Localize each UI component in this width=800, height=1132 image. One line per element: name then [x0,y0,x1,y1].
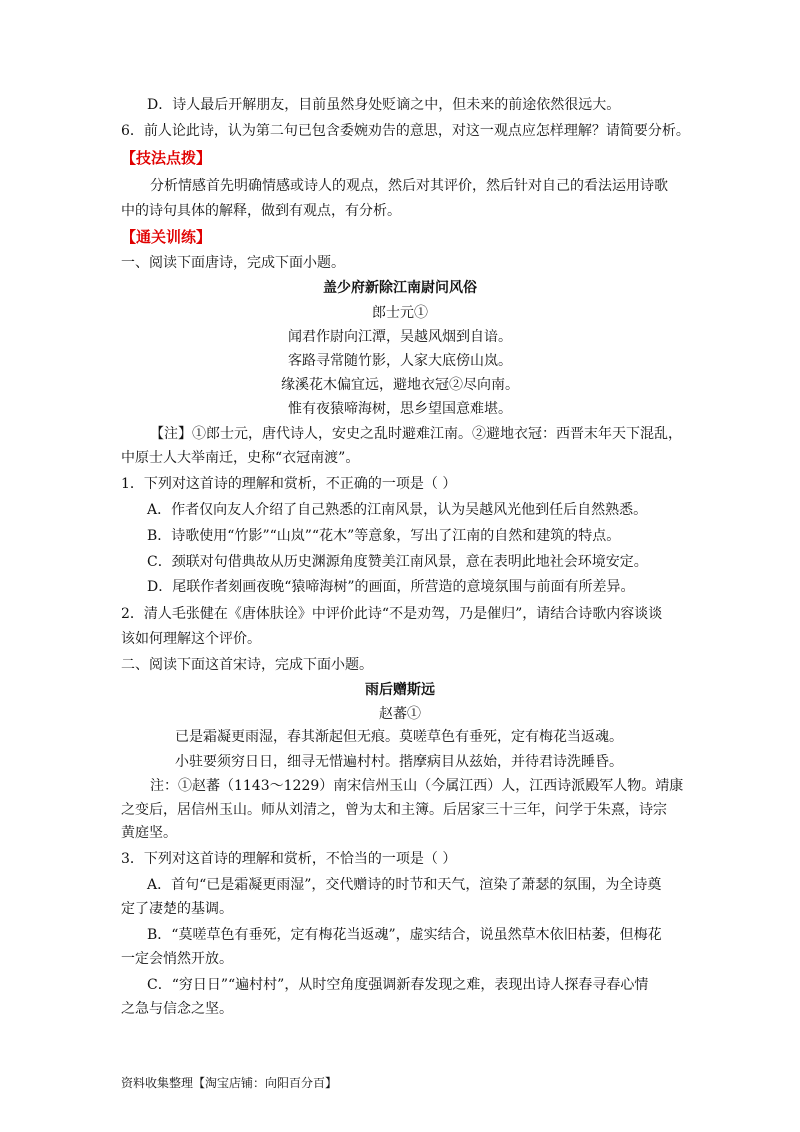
tips-text-1: 分析情感首先明确情感或诗人的观点，然后对其评价，然后针对自己的看法运用诗歌 [150,178,668,194]
poem-1-author: 郎士元① [372,305,428,321]
part-one-instruction: 一、阅读下面唐诗，完成下面小题。 [121,255,345,271]
poem-1-line-1: 闻君作尉向江潭，吴越风烟到自谙。 [288,329,512,345]
poem-2-title: 雨后赠斯远 [365,682,435,698]
question-3-option-c-line-2: 之急与信念之坚。 [121,1001,233,1017]
question-2-line-2: 该如何理解这个评价。 [121,631,261,647]
question-1: 1．下列对这首诗的理解和赏析，不正确的一项是（ ） [121,476,457,492]
poem-2-line-2: 小驻要须穷日日，细寻无惜遍村村。揩摩病目从兹始，并待君诗洗睡昏。 [175,754,623,770]
tips-text-2: 中的诗句具体的解释，做到有观点，有分析。 [121,203,401,219]
question-2-line-1: 2．清人毛张健在《唐体肤诠》中评价此诗“不是劝驾，乃是催归”，请结合诗歌内容谈谈 [121,606,663,622]
poem-1-title: 盖少府新除江南尉问风俗 [323,280,477,296]
option-d-prev: D．诗人最后开解朋友，目前虽然身处贬谪之中，但未来的前途依然很远大。 [147,97,621,113]
question-3-option-c-line-1: C．“穷日日”“遍村村”，从时空角度强调新春发现之难，表现出诗人探春寻春心情 [147,977,649,993]
question-3: 3．下列对这首诗的理解和赏析，不恰当的一项是（ ） [121,851,457,867]
question-3-option-b-line-2: 一定会悄然开放。 [121,951,233,967]
poem-1-line-2: 客路寻常随竹影，人家大底傍山岚。 [288,353,512,369]
question-3-option-a-line-2: 定了凄楚的基调。 [121,901,233,917]
question-1-option-c: C．颈联对句借典故从历史渊源角度赞美江南风景，意在表明此地社会环境安定。 [147,554,648,570]
poem-2-note-3: 黄庭坚。 [121,825,177,841]
poem-2-note-1: 注：①赵蕃（1143～1229）南宋信州玉山（今属江西）人，江西诗派殿军人物。靖康 [150,778,684,794]
footer-source: 资料收集整理【淘宝店铺：向阳百分百】 [121,1076,338,1090]
question-3-option-b-line-1: B．“莫嗟草色有垂死，定有梅花当返魂”，虚实结合，说虽然草木依旧枯萎，但梅花 [147,927,662,943]
poem-2-author: 赵蕃① [379,706,421,722]
poem-1-line-4: 惟有夜猿啼海树，思乡望国意难堪。 [288,401,512,417]
section-heading-training: 【通关训练】 [121,228,212,246]
section-heading-tips: 【技法点拨】 [121,149,212,167]
question-6: 6．前人论此诗，认为第二句已包含委婉劝告的意思，对这一观点应怎样理解？请简要分析。 [121,123,690,139]
poem-2-line-1: 已是霜凝更雨湿，春其渐起但无痕。莫嗟草色有垂死，定有梅花当返魂。 [175,729,623,745]
part-two-instruction: 二、阅读下面这首宋诗，完成下面小题。 [121,657,373,673]
question-1-option-b: B．诗歌使用“竹影”“山岚”“花木”等意象，写出了江南的自然和建筑的特点。 [147,528,621,544]
question-1-option-d: D．尾联作者刻画夜晚“猿啼海树”的画面，所营造的意境氛围与前面有所差异。 [147,579,635,595]
question-3-option-a-line-1: A．首句“已是霜凝更雨湿”，交代赠诗的时节和天气，渲染了萧瑟的氛围，为全诗奠 [147,877,662,893]
poem-2-note-2: 之变后，居信州玉山。师从刘清之，曾为太和主簿。后居家三十三年，问学于朱熹，诗宗 [121,802,667,818]
poem-1-line-3: 缘溪花木偏宜远，避地衣冠②尽向南。 [281,377,519,393]
poem-1-note-1: 【注】①郎士元，唐代诗人，安史之乱时避难江南。②避地衣冠：西晋末年天下混乱， [150,426,682,442]
poem-1-note-2: 中原士人大举南迁，史称“衣冠南渡”。 [121,450,360,466]
question-1-option-a: A．作者仅向友人介绍了自己熟悉的江南风景，认为吴越风光他到任后自然熟悉。 [147,502,648,518]
